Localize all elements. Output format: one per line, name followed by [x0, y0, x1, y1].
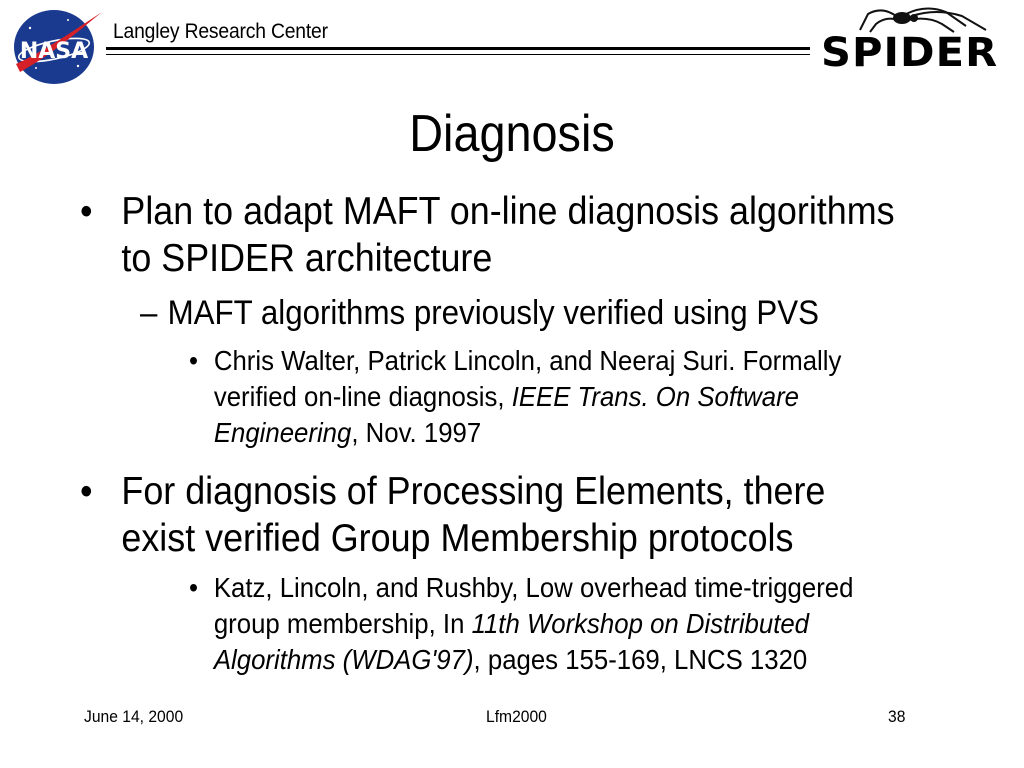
- header-rule-thick: [106, 47, 810, 50]
- org-name: Langley Research Center: [113, 20, 328, 43]
- footer-event: Lfm2000: [486, 707, 547, 726]
- slide-title: Diagnosis: [409, 105, 615, 163]
- reference-text: group membership, In 11th Workshop on Distributed: [213, 608, 810, 639]
- header-rule-thin: [106, 54, 810, 55]
- bullet-text: Plan to adapt MAFT on-line diagnosis algorithms: [121, 190, 895, 233]
- bullet-marker: •: [80, 470, 93, 513]
- bullet-text: exist verified Group Membership protocols: [121, 517, 794, 560]
- dash-marker: –: [140, 294, 158, 332]
- reference-text: Engineering, Nov. 1997: [213, 417, 482, 448]
- bullet-marker: •: [189, 572, 199, 603]
- reference-text: Chris Walter, Patrick Lincoln, and Neeraj Suri. Formally: [213, 345, 842, 376]
- reference-text: Algorithms (WDAG'97), pages 155-169, LNCS 1320: [213, 644, 808, 675]
- journal-title: Engineering: [213, 417, 352, 448]
- bullet-text: For diagnosis of Processing Elements, there: [121, 470, 826, 513]
- spider-logo-text: SPIDER: [821, 30, 999, 76]
- reference-text: verified on-line diagnosis, IEEE Trans. On Software: [213, 381, 799, 412]
- footer-date: June 14, 2000: [84, 707, 184, 726]
- sub-bullet-text: MAFT algorithms previously verified using PVS: [167, 294, 819, 332]
- reference-text: Katz, Lincoln, and Rushby, Low overhead time-triggered: [213, 572, 854, 603]
- svg-text:NASA: NASA: [19, 39, 89, 64]
- bullet-marker: •: [189, 345, 199, 376]
- page-number: 38: [888, 707, 906, 726]
- bullet-marker: •: [80, 190, 93, 233]
- workshop-title: Algorithms (WDAG'97): [213, 644, 474, 675]
- nasa-logo-icon: [8, 6, 104, 88]
- bullet-text: to SPIDER architecture: [121, 237, 493, 280]
- workshop-title: 11th Workshop on Distributed: [471, 608, 810, 639]
- journal-title: IEEE Trans. On Software: [511, 381, 799, 412]
